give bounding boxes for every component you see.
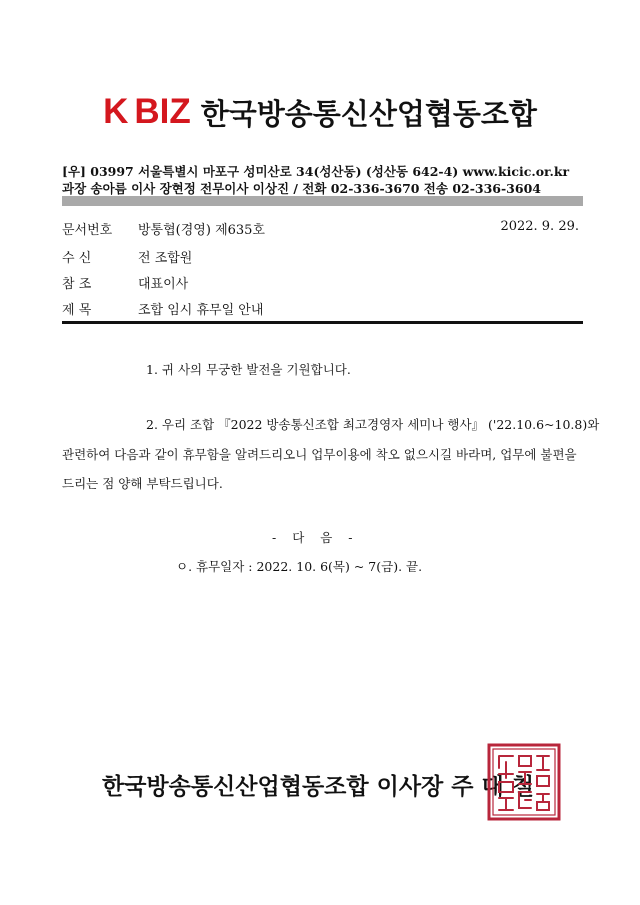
letterhead-logo <box>0 90 640 134</box>
recipient: 전 조합원 <box>138 251 193 266</box>
recipient-label: 수 신 <box>62 251 92 266</box>
contact-line: 과장 송아름 이사 장현정 전무이사 이상진 / 전화 02-336-3670 전송 02-336-3604 <box>62 181 541 196</box>
meta-divider <box>62 321 583 324</box>
doc-number: 방통협(경영) 제635호 <box>138 223 265 238</box>
paragraph-1: 1. 귀 사의 무궁한 발전을 기원합니다. <box>146 362 351 377</box>
doc-date: 2022. 9. 29. <box>500 219 579 234</box>
signature-line: 한국방송통신산업협동조합 이사장 주 대 철 <box>102 774 534 800</box>
org-name: 한국방송통신산업협동조합 <box>200 96 537 131</box>
subject-label: 제 목 <box>62 303 92 318</box>
paragraph-2-line-2: 관련하여 다음과 같이 휴무함을 알려드리오니 업무이용에 착오 없으시길 바라며, 업무에 불편을 <box>62 447 577 462</box>
address-line: [우] 03997 서울특별시 마포구 성미산로 34(성산동) (성산동 642-4) www.kicic.or.kr <box>62 164 570 179</box>
logo-k: K <box>103 92 129 131</box>
paragraph-2-line-1: 2. 우리 조합 『2022 방송통신조합 최고경영자 세미나 행사』 ('22.10.6~10.8)와 <box>146 417 600 432</box>
doc-number-label: 문서번호 <box>62 223 113 238</box>
closure-item: ㅇ. 휴무일자 : 2022. 10. 6(목) ~ 7(금). 끝. <box>176 559 423 574</box>
paragraph-2-line-3: 드리는 점 양해 부탁드립니다. <box>62 476 223 491</box>
reference: 대표이사 <box>138 277 189 292</box>
section-heading: - 다 음 - <box>272 530 353 545</box>
logo-biz: BIZ <box>134 92 191 131</box>
reference-label: 참 조 <box>62 277 92 292</box>
official-seal-icon <box>486 742 562 822</box>
header-divider <box>62 196 583 206</box>
subject: 조합 임시 휴무일 안내 <box>138 303 264 318</box>
